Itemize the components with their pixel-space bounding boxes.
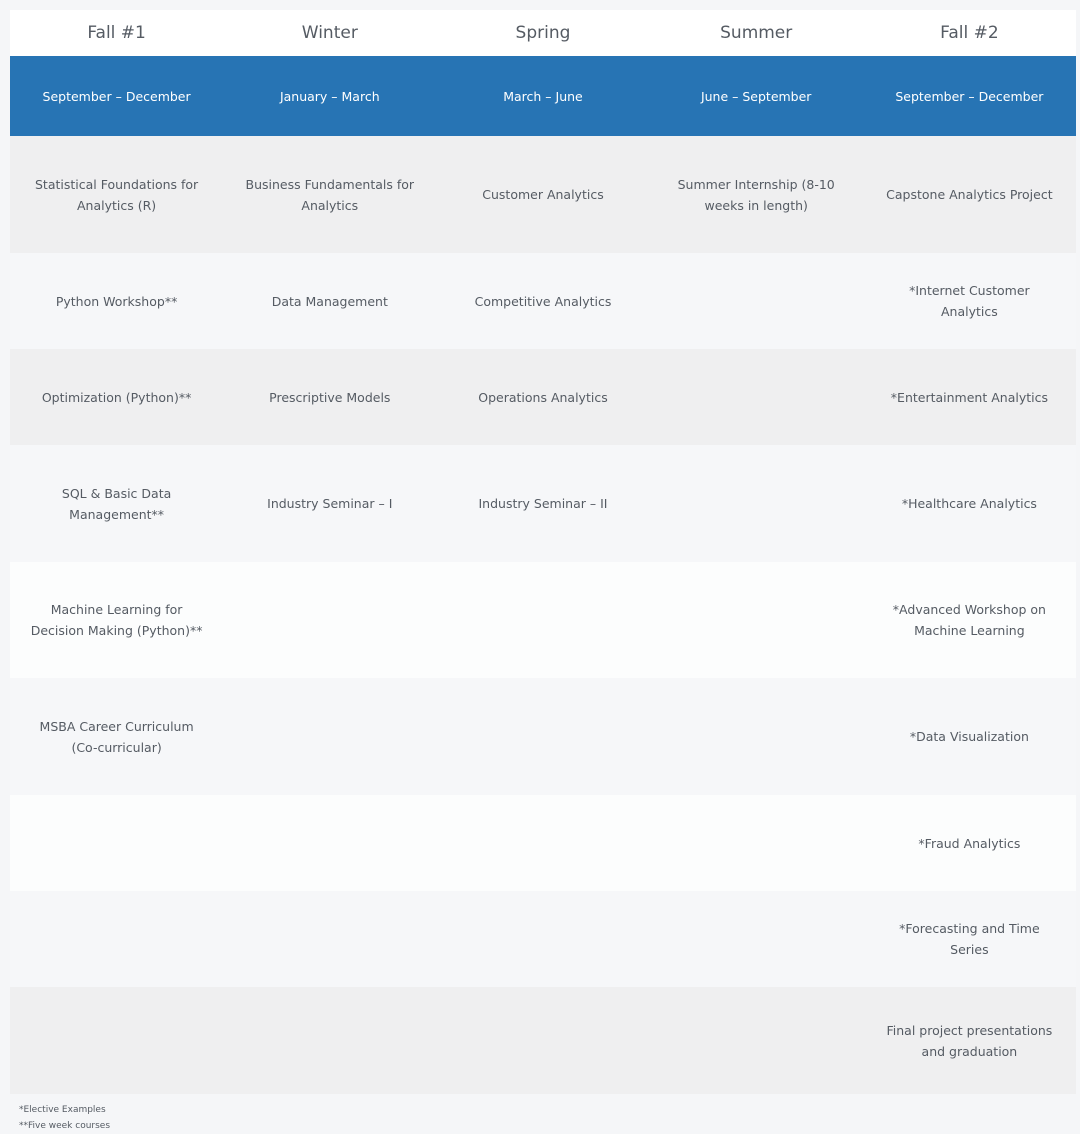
table-row [10, 562, 1076, 678]
table-cell: Statistical Foundations for Analytics (R) [35, 176, 199, 213]
table-cell: Business Fundamentals for Analytics [245, 176, 415, 213]
date-range-spring: March – June [503, 88, 583, 104]
table-cell: *Internet Customer Analytics [909, 283, 1030, 319]
season-spring: Spring [515, 23, 571, 43]
table-row [10, 987, 1076, 1094]
season-summer: Summer [720, 23, 793, 43]
table-cell: *Forecasting and Time Series [899, 921, 1040, 957]
table-row [10, 795, 1076, 891]
table-row [10, 136, 1076, 253]
table-cell: Customer Analytics [482, 187, 604, 202]
table-cell: Operations Analytics [478, 389, 608, 405]
table-cell: Industry Seminar – II [478, 496, 608, 511]
season-fall-1: Fall #1 [87, 23, 146, 43]
table-cell: Python Workshop** [55, 293, 178, 309]
season-winter: Winter [301, 23, 358, 43]
table-cell: Summer Internship (8-10 weeks in length) [677, 176, 835, 213]
curriculum-table [10, 10, 1076, 1094]
table-cell: Data Management [271, 293, 388, 309]
footnote-elective: *Elective Examples [19, 1105, 106, 1115]
table-cell: Capstone Analytics Project [886, 187, 1053, 202]
table-cell: *Data Visualization [909, 729, 1029, 744]
footnotes [19, 1102, 110, 1134]
date-range-winter: January – March [279, 88, 380, 104]
table-cell: MSBA Career Curriculum (Co-curricular) [39, 718, 194, 755]
table-cell: Final project presentations and graduation [886, 1022, 1053, 1059]
table-row [10, 891, 1076, 987]
table-cell: SQL & Basic Data Management** [61, 485, 172, 522]
table-row [10, 253, 1076, 349]
table-cell: Industry Seminar – I [267, 496, 393, 511]
date-range-summer: June – September [700, 88, 812, 104]
table-cell: *Fraud Analytics [918, 835, 1021, 851]
table-cell: Competitive Analytics [474, 293, 612, 309]
footnote-five-week: **Five week courses [19, 1121, 111, 1131]
date-range-fall-2: September – December [895, 88, 1044, 104]
table-row [10, 678, 1076, 795]
season-header-row [10, 10, 1076, 56]
table-cell: Prescriptive Models [269, 389, 391, 405]
table-cell: *Healthcare Analytics [901, 496, 1037, 511]
table-cell: *Entertainment Analytics [890, 389, 1048, 405]
table-cell: Optimization (Python)** [41, 389, 192, 405]
season-fall-2: Fall #2 [940, 23, 999, 43]
table-row [10, 349, 1076, 445]
table-cell: *Advanced Workshop on Machine Learning [892, 602, 1046, 638]
date-range-row [10, 56, 1076, 136]
date-range-fall-1: September – December [42, 88, 191, 104]
table-cell: Machine Learning for Decision Making (Python)** [30, 602, 203, 638]
table-row [10, 445, 1076, 562]
